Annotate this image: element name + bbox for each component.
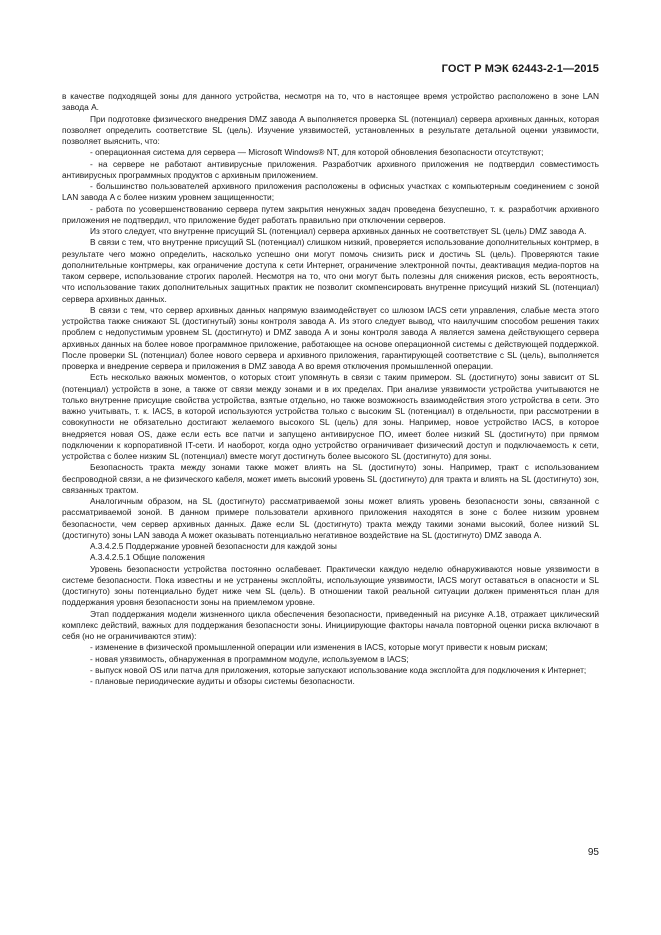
paragraph: в качестве подходящей зоны для данного устройства, несмотря на то, что в настоящее время устройство расположено в зоне LAN завода А. bbox=[62, 91, 599, 113]
list-item: - работа по усовершенствованию сервера путем закрытия ненужных задач проведена безуспешно, т. к. разработчик архивного приложения не подтвердил, что приложение будет работать правильно при отключении серверов. bbox=[62, 203, 599, 225]
paragraph: В связи с тем, что сервер архивных данных напрямую взаимодействует со шлюзом IACS сети управления, слабые места этого устройства также снижают SL (достигнутый) зоны контроля завода А. Из этого следует вывод, что наилучшим способом решения таких проблем с недопустимым уровнем SL (достигнуто) и DMZ завода А и зоны контроля завода А является замена действующего сервера архивных данных на более новое программное приложение, работающее на основе операционной системы с действующей поддержкой. После проверки SL (потенциал) более нового сервера и архивного приложения, гарантирующей соответствие с SL (цель), выполняется проверка и внедрение сервера и приложения в DMZ завода A во время отключения промышленной операции. bbox=[62, 304, 599, 371]
list-item: - новая уязвимость, обнаруженная в программном модуле, используемом в IACS; bbox=[90, 653, 409, 664]
list-item: - операционная система для сервера — Microsoft Windows® NT, для которой обновления безопасности отсутствуют; bbox=[90, 147, 544, 158]
paragraph: Уровень безопасности устройства постоянно ослабевает. Практически каждую неделю обнаруживаются новые уязвимости в системе безопасности. Пока известны и не устранены эксплойты, использующие уязвимости, IACS могут оставаться в опасности и SL (достигнуто) зоны потенциально будет ниже чем SL (цель). В отношении такой реальной ситуации должен применяться план для поддержания уровня безопасности зоны на приемлемом уровне. bbox=[62, 563, 599, 608]
paragraph: Этап поддержания модели жизненного цикла обеспечения безопасности, приведенный на рисунке А.18, отражает циклический комплекс действий, важных для поддержания безопасности зоны. Инициирующие факторы начала повторной оценки риска включают в себя (но не ограничиваются этим): bbox=[62, 608, 599, 641]
list-item: - плановые периодические аудиты и обзоры системы безопасности. bbox=[90, 676, 355, 686]
section-heading: А.3.4.2.5 Поддержание уровней безопасности для каждой зоны bbox=[90, 541, 337, 551]
list-item: - выпуск новой OS или патча для приложения, которые запускают использование кода эксплойта для подключения к Интернет; bbox=[90, 664, 587, 675]
page-number: 95 bbox=[587, 847, 599, 858]
paragraph: Есть несколько важных моментов, о которых стоит упомянуть в связи с таким примером. SL (достигнуто) зоны зависит от SL (потенциал) устройств в зоне, а также от связи между зонами и в их пределах. При анализе уязвимости устройства учитываются не только внутренне присущие свойства устройства, взятые отдельно, но также возможность взаимодействия этого устройства в сети. Это важно учитывать, т. к. IACS, в которой используются устройства только с высоким SL (потенциал) в отдельности, при рассмотрении в совокупности не обязательно достигают желаемого высокого SL (цель) для зоны. Например, новое устройство IACS, в которое внедряется новая OS, даже если есть все патчи и запущено антивирусное ПО, имеет более низкий SL (достигнуто) при прямом подключении к корпоративной IT-сети. И наоборот, когда одно устройство ограничивает физический доступ и подключаемость к сети, устройства с более низким SL (потенциал) вместе могут достигнуть более высокого SL (достигнуто) для зоны. bbox=[62, 372, 599, 461]
paragraph: В связи с тем, что внутренне присущий SL (потенциал) слишком низкий, проверяется использование дополнительных контрмер, в результате чего можно определить, насколько успешно они могут помочь снизить риск и достичь SL (цель). Проверяются такие дополнительные контрмеры, как ограничение доступа к сети Интернет, ограничение электронной почты, деактивация медиа-портов на таком сервере, использование строгих паролей. Несмотря на то, что они могут быть полезны для снижения рисков, есть вероятность, что использование таких дополнительных защитных практик не позволит скомпенсировать внутренне присущий низкий SL (потенциал) сервера архивных данных. bbox=[62, 237, 599, 304]
document-body bbox=[62, 91, 599, 687]
standard-header: ГОСТ Р МЭК 62443-2-1—2015 bbox=[441, 63, 599, 75]
list-item: - изменение в физической промышленной операции или изменения в IACS, которые могут привести к новым рискам; bbox=[90, 642, 548, 653]
paragraph: При подготовке физического внедрения DMZ завода A выполняется проверка SL (потенциал) сервера архивных данных, которая позволяет определить соответствие SL (цель). Изучение уязвимостей, установленных в результате детальной оценки уязвимости, позволяет выяснить, что: bbox=[62, 113, 599, 146]
list-item: - на сервере не работают антивирусные приложения. Разработчик архивного приложения не подтвердил совместимость антивирусных программных продуктов с архивным приложением. bbox=[62, 158, 599, 180]
paragraph: Безопасность тракта между зонами также может влиять на SL (достигнуто) зоны. Например, тракт с использованием беспроводной связи, а не физического кабеля, может иметь высокий уровень SL (достигнуто) для тракта и влиять на SL (достигнуто) зон, связанных трактом. bbox=[62, 462, 599, 495]
subsection-heading: А.3.4.2.5.1 Общие положения bbox=[90, 552, 205, 563]
paragraph: Аналогичным образом, на SL (достигнуто) рассматриваемой зоны может влиять уровень безопасности зоны, связанной с рассматриваемой зоной. В данном примере пользователи архивного приложения находятся в зоне с более низким уровнем безопасности, чем сервер архивных данных. Даже если SL (достигнуто) тракта между такими зонами высокий, более низкий SL (достигнуто) зоны LAN завода A может оказывать потенциально негативное воздействие на SL (достигнуто) DMZ завода А. bbox=[62, 496, 599, 540]
list-item: - большинство пользователей архивного приложения расположены в офисных участках с компьютерным соединением с зоной LAN завода A с более низким уровнем защищенности; bbox=[62, 181, 599, 203]
paragraph: Из этого следует, что внутренне присущий SL (потенциал) сервера архивных данных не соответствует SL (цель) DMZ завода А. bbox=[90, 226, 587, 236]
